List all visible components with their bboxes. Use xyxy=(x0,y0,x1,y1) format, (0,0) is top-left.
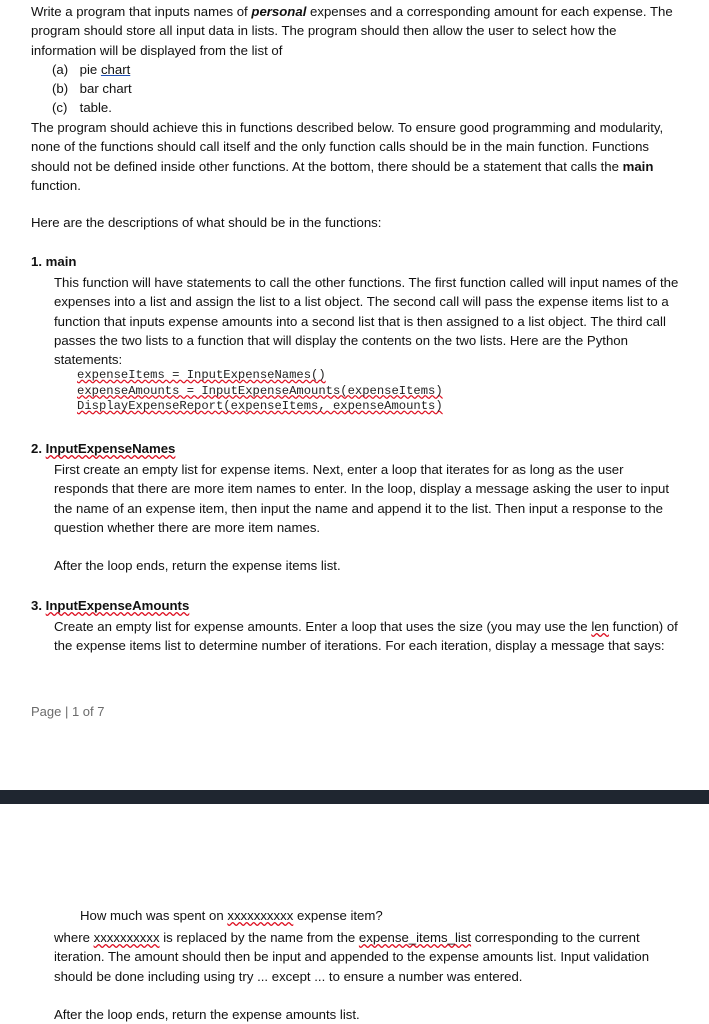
intro-paragraph xyxy=(31,2,681,60)
prompt-text-b: expense item? xyxy=(293,908,383,923)
prompt-placeholder: xxxxxxxxxx xyxy=(227,908,294,923)
code-line: DisplayExpenseReport(expenseItems, expenseAmounts) xyxy=(77,399,443,413)
intro-text-b: expenses and a corresponding amount for each expense. The program should store all input data in lists. The program should then allow the user to select how the information will be displayed from the list of xyxy=(31,4,673,58)
option-label: (a) xyxy=(52,62,69,77)
amounts-text-a: Create an empty list for expense amounts. Enter a loop that uses the size (you may use the xyxy=(54,619,592,634)
option-b xyxy=(52,79,132,98)
prompt-text-a: How much was spent on xyxy=(80,908,228,923)
page-divider xyxy=(0,790,709,804)
code-line: expenseAmounts = InputExpenseAmounts(expenseItems) xyxy=(77,383,443,398)
amounts-text-b: function) of the expense items list to determine number of iterations. For each iteration, display a message that says: xyxy=(54,619,678,654)
option-label: (c) xyxy=(52,100,68,115)
where-text-b: is replaced by the name from the xyxy=(159,930,359,945)
option-text: pie xyxy=(79,62,101,77)
main-heading: 1. main xyxy=(31,254,77,269)
names-after-loop: After the loop ends, return the expense items list. xyxy=(54,558,341,573)
amounts-after-loop: After the loop ends, return the expense amounts list. xyxy=(54,1007,360,1022)
modularity-text-b: function. xyxy=(31,177,81,193)
option-text: table. xyxy=(79,100,112,115)
modularity-bold: main xyxy=(622,158,654,174)
descriptions-intro: Here are the descriptions of what should be in the functions: xyxy=(31,215,382,230)
intro-text-a: Write a program that inputs names of xyxy=(31,4,252,19)
modularity-text-a: The program should achieve this in functions described below. To ensure good programming and modularity, none of the functions should call itself and the only function calls should be in the main function. Functions should not be defined inside other functions. At the bottom, there should be a statement that calls the xyxy=(31,120,664,174)
where-text-c: corresponding to the current iteration. The amount should then be input and appended to the expense amounts list. Input validation should be done including using try ... except ... to ensure a number was entered. xyxy=(54,930,650,984)
where-placeholder: xxxxxxxxxx xyxy=(93,930,160,945)
amounts-heading-number: 3. xyxy=(31,598,46,613)
option-a xyxy=(52,60,130,79)
names-heading-number: 2. xyxy=(31,441,46,456)
main-description: This function will have statements to call the other functions. The first function called will input names of the expenses into a list and assign the list to a list object. The second call will pass the expense items list to a function that inputs expense amounts into a second list that is then assigned to a list object. The third call passes the two lists to a function that will display the contents on the two lists. Here are the Python statements: xyxy=(54,275,679,368)
modularity-paragraph xyxy=(31,118,681,195)
names-description: First create an empty list for expense items. Next, enter a loop that iterates for as long as the user responds that there are more item names to enter. In the loop, display a message asking the user to input the name of an expense item, then input the name and append it to the list. Then input a response to the question whether there are more item names. xyxy=(54,462,670,535)
option-link: chart xyxy=(100,62,131,77)
where-list-name: expense_items_list xyxy=(358,930,472,945)
names-heading-name: InputExpenseNames xyxy=(45,441,176,456)
page-footer: Page | 1 of 7 xyxy=(31,704,105,719)
option-c xyxy=(52,98,112,117)
option-text: bar chart xyxy=(79,81,132,96)
code-block xyxy=(77,368,443,415)
option-label: (b) xyxy=(52,81,69,96)
names-heading xyxy=(31,441,175,456)
where-paragraph xyxy=(54,928,681,986)
code-line: expenseItems = InputExpenseNames() xyxy=(77,368,326,382)
amounts-description xyxy=(54,617,681,656)
amounts-len: len xyxy=(591,619,609,634)
prompt-line xyxy=(80,906,681,925)
intro-emphasis: personal xyxy=(251,4,307,19)
where-text-a: where xyxy=(54,930,94,945)
amounts-heading xyxy=(31,598,189,613)
amounts-heading-name: InputExpenseAmounts xyxy=(45,598,190,613)
